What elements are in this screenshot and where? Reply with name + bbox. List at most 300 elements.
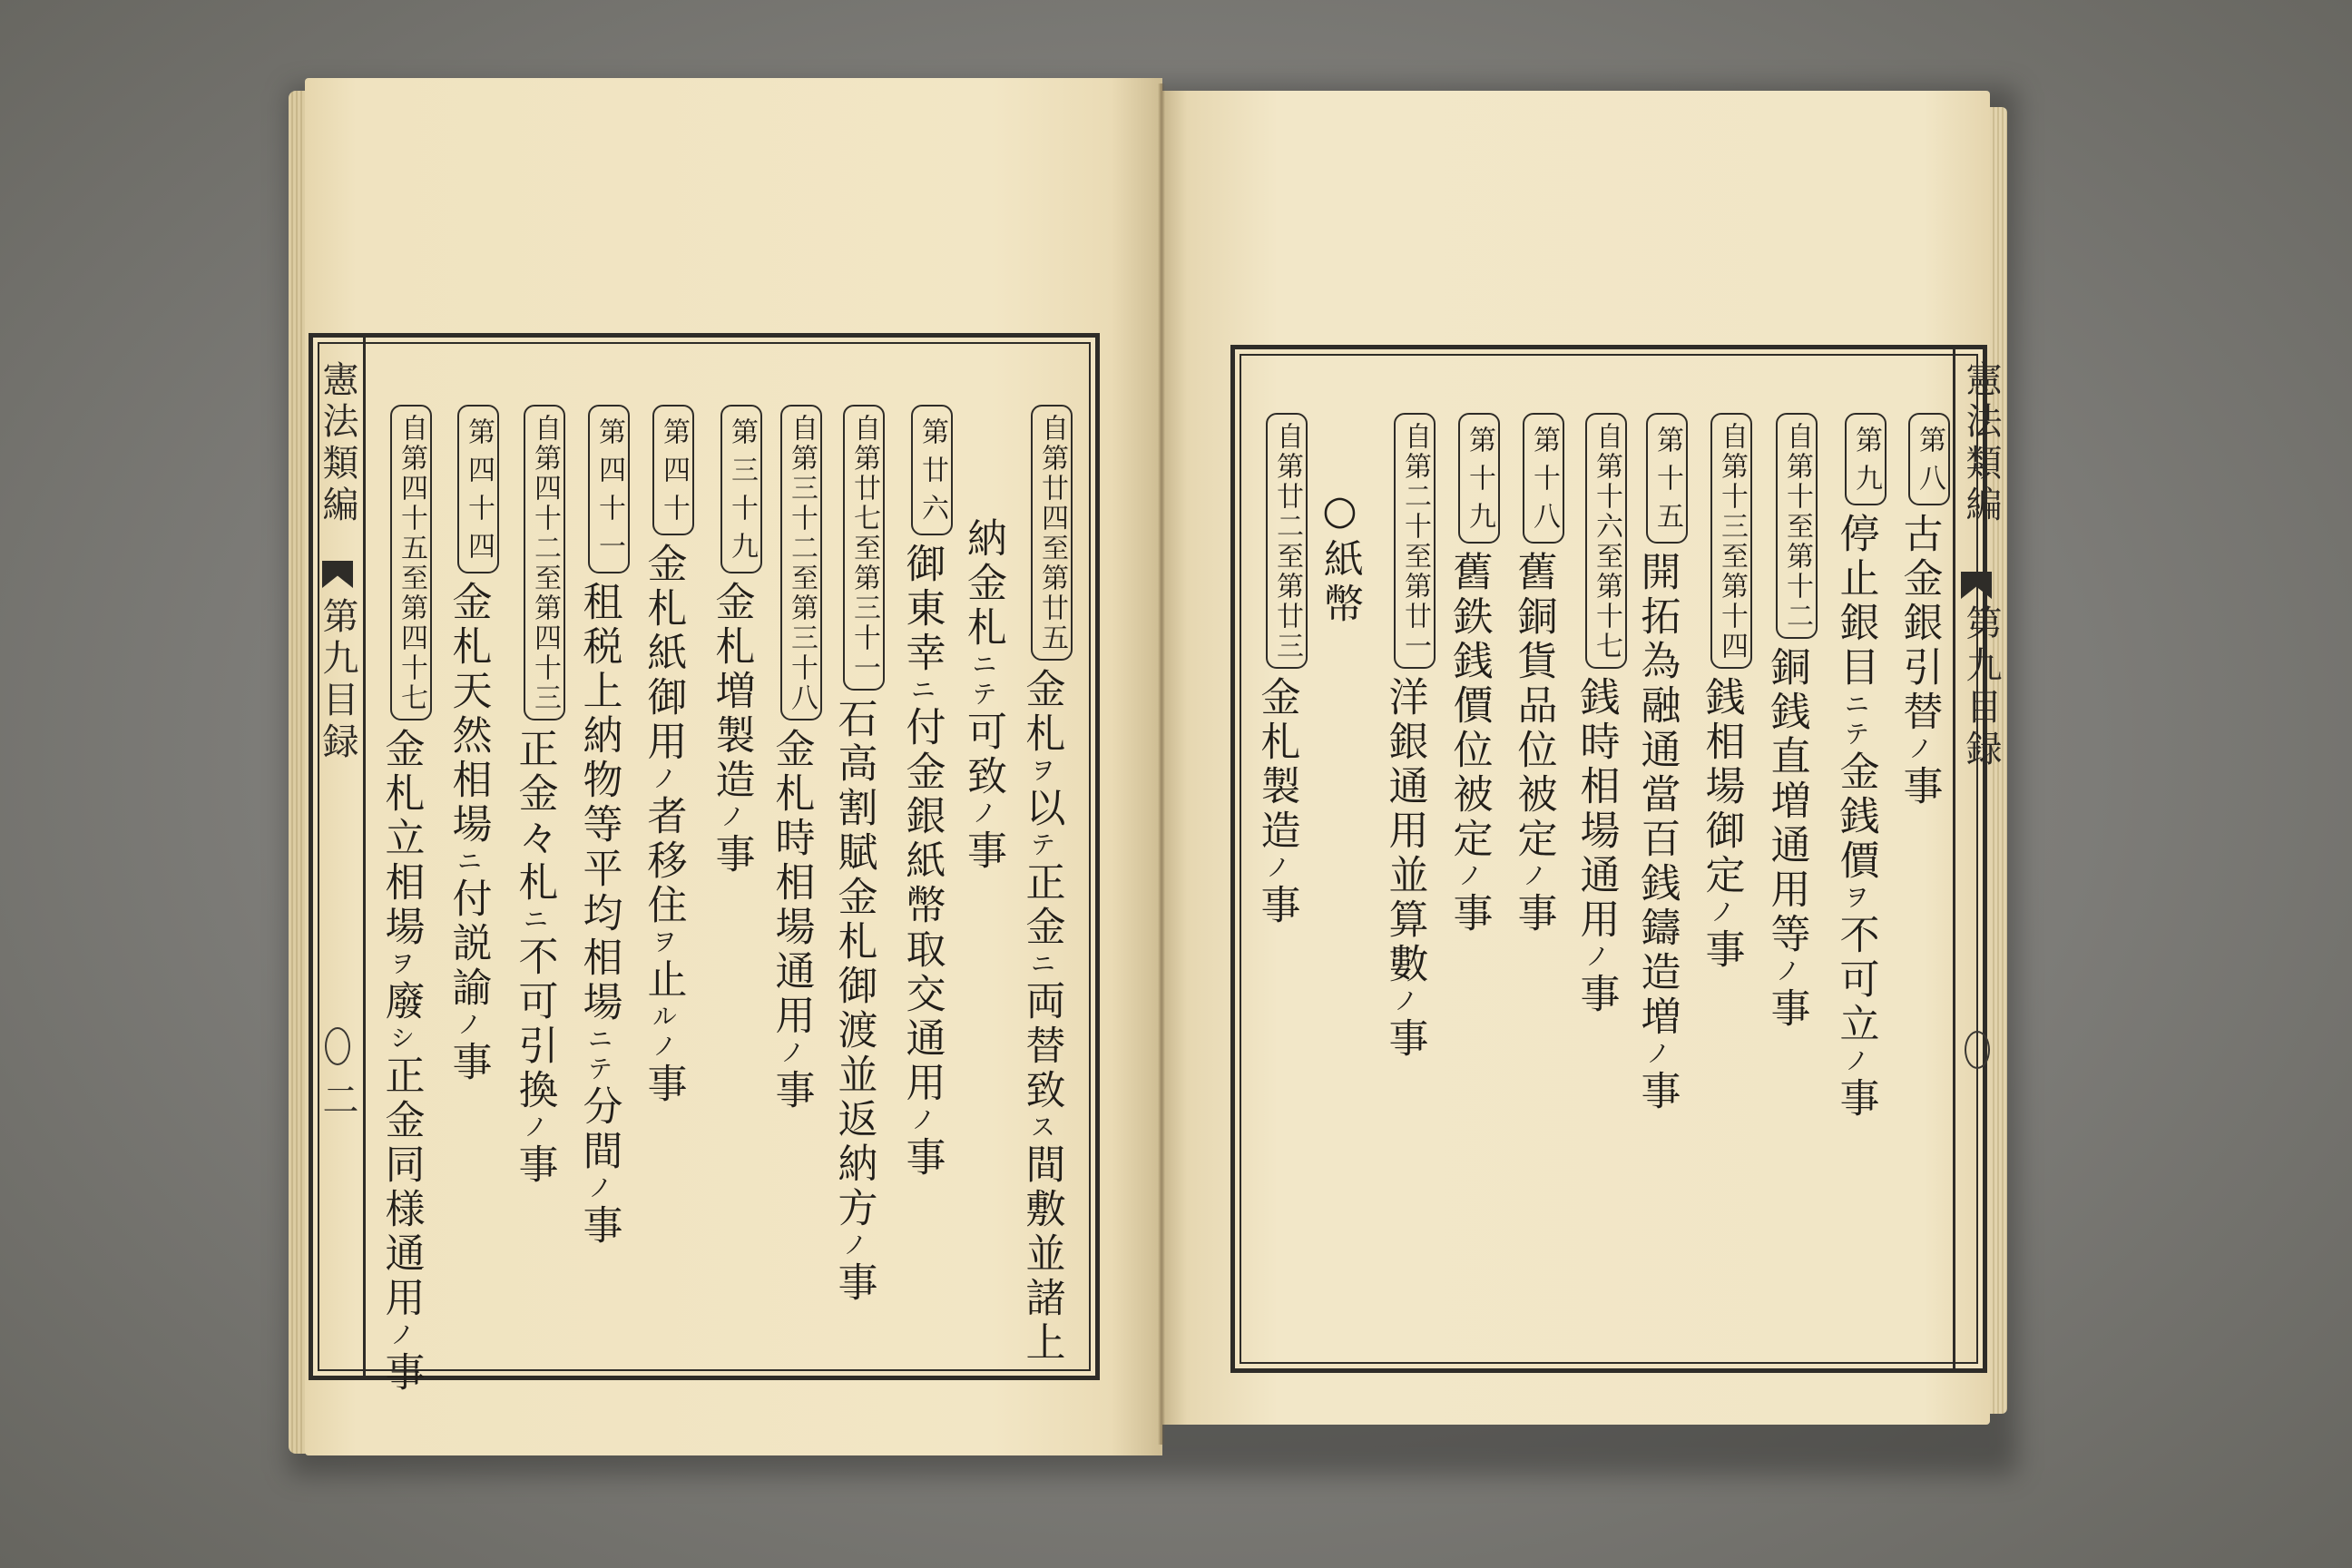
glyph: 銭 [1763, 691, 1810, 735]
okurigana-glyph: テ [1840, 720, 1871, 750]
glyph: 御 [640, 676, 687, 720]
toc-entry [893, 405, 953, 1181]
glyph: 方 [830, 1187, 877, 1231]
glyph: 洋 [1381, 676, 1428, 720]
entry-text [1699, 676, 1745, 973]
toc-entry [1827, 413, 1886, 1122]
glyph: 正 [511, 728, 558, 772]
page-number: 二 [317, 1081, 358, 1122]
glyph: 百 [1633, 818, 1681, 862]
toc-entry [1248, 413, 1308, 928]
glyph: 同 [377, 1143, 425, 1188]
article-label: 第四十一 [588, 405, 630, 573]
glyph: 金 [445, 581, 492, 625]
article-label: 第四十四 [457, 405, 499, 573]
glyph: 札 [511, 861, 558, 906]
glyph: 致 [1018, 1069, 1065, 1113]
glyph: 諸 [1018, 1277, 1065, 1321]
okurigana-glyph: ニ [968, 651, 998, 681]
article-range-label: 自第十至第十二 [1776, 413, 1818, 639]
glyph: 銭 [1573, 676, 1620, 720]
glyph: 造 [1633, 951, 1681, 995]
okurigana-glyph: ノ [386, 1321, 416, 1351]
right-margin-ring-mark [1965, 1031, 1990, 1069]
article-range-label: 自第二十至第廿一 [1394, 413, 1436, 669]
glyph: 増 [1633, 995, 1681, 1040]
toc-entry [1376, 413, 1436, 1062]
glyph: 事 [1698, 928, 1745, 973]
article-label: 第廿六 [911, 405, 953, 535]
okurigana-glyph: ヲ [648, 928, 679, 958]
glyph: 場 [1698, 765, 1745, 809]
okurigana-glyph: ス [1026, 1113, 1057, 1143]
glyph: 價 [1446, 684, 1493, 729]
glyph: 平 [575, 848, 622, 892]
glyph: 札 [768, 772, 815, 817]
glyph: 上 [575, 670, 622, 714]
okurigana-glyph: テ [583, 1055, 614, 1085]
article-range-label: 自第四十五至第四十七 [390, 405, 432, 720]
entry-text [1764, 646, 1810, 1032]
glyph: 目 [1832, 646, 1879, 691]
glyph: 貨 [1510, 640, 1557, 684]
glyph: 並 [1018, 1232, 1065, 1277]
toc-entry [1628, 413, 1688, 1114]
glyph: 金 [1018, 668, 1065, 712]
glyph: 事 [830, 1261, 877, 1306]
glyph: 場 [1573, 809, 1620, 854]
glyph: 鑄 [1633, 906, 1681, 951]
article-label: 第九 [1845, 413, 1886, 505]
glyph: 者 [640, 795, 687, 839]
glyph: 札 [1018, 712, 1065, 757]
glyph: 事 [445, 1041, 492, 1085]
glyph: 正 [377, 1054, 425, 1099]
glyph: 事 [1896, 765, 1943, 809]
glyph: 數 [1381, 943, 1428, 987]
article-label: 第十八 [1523, 413, 1564, 544]
glyph: 金 [898, 750, 946, 795]
glyph: 金 [960, 562, 1006, 606]
okurigana-glyph: ノ [519, 1113, 550, 1143]
glyph: 銀 [1832, 602, 1879, 646]
glyph: 金 [830, 876, 877, 920]
toc-entry [762, 405, 822, 1113]
glyph: 相 [1573, 765, 1620, 809]
glyph: 移 [640, 839, 687, 884]
glyph: 場 [445, 803, 492, 848]
glyph: 事 [1253, 884, 1300, 928]
glyph: 紙 [640, 632, 687, 676]
okurigana-glyph: ノ [1518, 862, 1549, 892]
glyph: 事 [1510, 892, 1557, 936]
article-range-label: 自第廿七至第三十一 [843, 405, 885, 691]
glyph: 東 [898, 587, 946, 632]
toc-entry [1440, 413, 1500, 936]
glyph: 製 [1253, 765, 1300, 809]
glyph: 古 [1896, 513, 1943, 557]
glyph: 金 [1018, 906, 1065, 950]
glyph: 住 [640, 884, 687, 928]
glyph: 割 [830, 787, 877, 831]
glyph: 両 [1018, 980, 1065, 1024]
glyph: 均 [575, 892, 622, 936]
glyph: 可 [960, 710, 1006, 755]
glyph: 位 [1446, 729, 1493, 773]
glyph: 用 [377, 1277, 425, 1321]
glyph: 並 [830, 1054, 877, 1098]
glyph: 不 [1832, 914, 1879, 958]
glyph: 等 [575, 803, 622, 848]
glyph: 換 [511, 1069, 558, 1113]
glyph: 御 [898, 543, 946, 587]
glyph: 石 [830, 698, 877, 742]
glyph: 通 [1633, 729, 1681, 773]
glyph: 造 [1253, 809, 1300, 854]
glyph: 増 [1763, 779, 1810, 824]
glyph: 金 [1832, 750, 1879, 795]
glyph: 相 [575, 936, 622, 981]
okurigana-glyph: ノ [1454, 862, 1485, 892]
glyph: 開 [1633, 551, 1681, 595]
glyph: 天 [445, 670, 492, 714]
okurigana-glyph: ニ [453, 848, 484, 877]
glyph: 可 [511, 980, 558, 1024]
toc-entry [372, 405, 432, 1396]
article-label: 第八 [1908, 413, 1950, 505]
glyph: 付 [445, 877, 492, 922]
toc-entry [1504, 413, 1564, 936]
glyph: 停 [1832, 513, 1879, 557]
glyph: 事 [1573, 973, 1620, 1017]
glyph: 定 [1698, 854, 1745, 898]
glyph: 説 [445, 922, 492, 966]
glyph: 舊 [1510, 551, 1557, 595]
glyph: 替 [1896, 691, 1943, 735]
article-label: 第十九 [1458, 413, 1500, 544]
glyph: 間 [575, 1130, 622, 1174]
okurigana-glyph: ヲ [386, 950, 416, 980]
glyph: 定 [1510, 818, 1557, 862]
okurigana-glyph: ノ [968, 799, 998, 829]
article-range-label: 自第廿二至第廿三 [1266, 413, 1308, 669]
glyph: 金 [377, 1099, 425, 1143]
toc-entry [505, 405, 565, 1188]
glyph: 拓 [1633, 595, 1681, 640]
glyph: 渡 [830, 1009, 877, 1054]
entry-text [1446, 551, 1493, 936]
toc-entry [634, 405, 694, 1107]
glyph: 用 [768, 995, 815, 1039]
left-margin-title: 憲法類編 [317, 360, 358, 527]
glyph: 事 [1633, 1070, 1681, 1114]
okurigana-glyph: ノ [1642, 1040, 1672, 1070]
toc-entry [825, 405, 885, 1306]
okurigana-glyph: ノ [648, 1033, 679, 1063]
glyph: 場 [575, 981, 622, 1025]
glyph: 金 [640, 543, 687, 587]
glyph: 以 [1018, 787, 1065, 831]
glyph: 舊 [1446, 551, 1493, 595]
entry-text [709, 581, 755, 877]
glyph: 銭 [1633, 862, 1681, 906]
book-gutter [1158, 83, 1165, 1445]
toc-entry [570, 405, 630, 1249]
glyph: 銀 [1896, 602, 1943, 646]
left-margin-divider [363, 333, 366, 1380]
glyph: 時 [1573, 720, 1620, 765]
okurigana-glyph: ノ [1904, 735, 1935, 765]
glyph: 事 [1381, 1017, 1428, 1062]
entry-text [378, 728, 425, 1396]
glyph: 札 [708, 625, 755, 670]
glyph: 金 [1253, 676, 1300, 720]
glyph: 事 [1446, 892, 1493, 936]
glyph: 可 [1832, 958, 1879, 1003]
glyph: 様 [377, 1188, 425, 1232]
glyph: 算 [1381, 898, 1428, 943]
glyph: 増 [708, 670, 755, 714]
toc-entry-continuation [953, 517, 1013, 874]
glyph: 札 [640, 587, 687, 632]
glyph: 製 [708, 714, 755, 759]
glyph: 金 [768, 728, 815, 772]
glyph: 融 [1633, 684, 1681, 729]
glyph: 用 [898, 1062, 946, 1106]
glyph: 札 [377, 772, 425, 817]
glyph: 札 [445, 625, 492, 670]
okurigana-glyph: ノ [1706, 898, 1737, 928]
left-margin-section: 第九目録 [317, 597, 358, 764]
left-page [305, 78, 1162, 1455]
glyph: 通 [1763, 824, 1810, 868]
glyph: 事 [511, 1143, 558, 1188]
right-margin-section: 第九目録 [1960, 604, 2002, 771]
glyph: 並 [1381, 854, 1428, 898]
okurigana-glyph: ニ [1026, 950, 1057, 980]
entry-text [446, 581, 492, 1085]
okurigana-glyph: ノ [716, 803, 747, 833]
article-label: 第三十九 [720, 405, 762, 573]
glyph: 相 [1698, 720, 1745, 765]
okurigana-glyph: ニ [1840, 691, 1871, 720]
entry-text [1511, 551, 1557, 936]
glyph: 租 [575, 581, 622, 625]
glyph: 物 [575, 759, 622, 803]
glyph: 為 [1633, 640, 1681, 684]
glyph: 銭 [1698, 676, 1745, 720]
glyph: 致 [960, 755, 1006, 799]
glyph: 幣 [898, 884, 946, 928]
glyph: 相 [768, 861, 815, 906]
okurigana-glyph: ノ [906, 1106, 937, 1136]
glyph: 金 [377, 728, 425, 772]
article-label: 第十五 [1646, 413, 1688, 544]
entry-text [1382, 676, 1428, 1062]
glyph: 品 [1510, 684, 1557, 729]
glyph: 止 [640, 958, 687, 1003]
glyph: 通 [377, 1232, 425, 1277]
glyph: 幸 [898, 632, 946, 676]
glyph: 然 [445, 714, 492, 759]
left-margin-ring-mark [325, 1027, 350, 1065]
glyph: 札 [1253, 720, 1300, 765]
okurigana-glyph: ニ [906, 676, 937, 706]
glyph: 價 [1832, 839, 1879, 884]
entry-text-continuation [960, 517, 1006, 874]
glyph: 々 [511, 817, 558, 861]
entry-text [899, 543, 946, 1181]
entry-text [1833, 513, 1879, 1122]
entry-text [1019, 668, 1065, 1366]
glyph: 定 [1446, 818, 1493, 862]
okurigana-glyph: ノ [1389, 987, 1420, 1017]
glyph: 事 [640, 1063, 687, 1107]
section-heading: ○紙幣 [1317, 487, 1363, 627]
glyph: 納 [960, 517, 1006, 562]
okurigana-glyph: ノ [453, 1011, 484, 1041]
glyph: 紙 [898, 839, 946, 884]
glyph: 御 [1698, 809, 1745, 854]
okurigana-glyph: ニ [583, 1025, 614, 1055]
okurigana-glyph: ニ [519, 906, 550, 936]
glyph: 交 [898, 973, 946, 1017]
toc-entry [1758, 413, 1818, 1032]
okurigana-glyph: ノ [648, 765, 679, 795]
glyph: 銭 [1832, 795, 1879, 839]
glyph: 相 [445, 759, 492, 803]
glyph: 銭 [1446, 640, 1493, 684]
glyph: 銀 [898, 795, 946, 839]
article-label: 第四十 [652, 405, 694, 535]
okurigana-glyph: ノ [1581, 943, 1612, 973]
glyph: 立 [377, 817, 425, 861]
glyph: 直 [1763, 735, 1810, 779]
glyph: 間 [1018, 1143, 1065, 1188]
glyph: 造 [708, 759, 755, 803]
glyph: 付 [898, 706, 946, 750]
glyph: 事 [898, 1136, 946, 1181]
entry-text [831, 698, 877, 1306]
glyph: 事 [377, 1351, 425, 1396]
toc-entry [439, 405, 499, 1085]
okurigana-glyph: ノ [1840, 1047, 1871, 1077]
glyph: 場 [377, 906, 425, 950]
glyph: 相 [377, 861, 425, 906]
glyph: 通 [1381, 765, 1428, 809]
entry-text [1896, 513, 1943, 809]
glyph: 被 [1510, 773, 1557, 818]
right-margin-title: 憲法類編 [1960, 360, 2002, 527]
glyph: 上 [1018, 1321, 1065, 1366]
glyph: 不 [511, 936, 558, 980]
entry-text [1634, 551, 1681, 1114]
glyph: 立 [1832, 1003, 1879, 1047]
glyph: 場 [768, 906, 815, 950]
glyph: 納 [830, 1142, 877, 1187]
glyph: 廢 [377, 980, 425, 1024]
right-page [1162, 91, 2002, 1425]
glyph: 事 [575, 1204, 622, 1249]
glyph: 敷 [1018, 1188, 1065, 1232]
article-range-label: 自第三十二至第三十八 [780, 405, 822, 720]
glyph: 等 [1763, 913, 1810, 957]
okurigana-glyph: ヲ [1840, 884, 1871, 914]
toc-entry [1013, 405, 1073, 1366]
glyph: 取 [898, 928, 946, 973]
toc-entry [702, 405, 762, 877]
glyph: 事 [708, 833, 755, 877]
entry-text [1573, 676, 1620, 1017]
glyph: 銅 [1510, 595, 1557, 640]
glyph: 被 [1446, 773, 1493, 818]
glyph: 通 [768, 950, 815, 995]
glyph: 用 [1573, 898, 1620, 943]
glyph: 事 [1832, 1077, 1879, 1122]
toc-entry [1890, 413, 1950, 809]
okurigana-glyph: ノ [583, 1174, 614, 1204]
entry-text [769, 728, 815, 1113]
article-range-label: 自第十六至第十七 [1585, 413, 1627, 669]
okurigana-glyph: シ [386, 1024, 416, 1054]
glyph: 引 [511, 1024, 558, 1069]
toc-entry [1692, 413, 1752, 973]
okurigana-glyph: ノ [776, 1039, 807, 1069]
entry-text [512, 728, 558, 1188]
glyph: 分 [575, 1085, 622, 1130]
glyph: 札 [960, 606, 1006, 651]
glyph: 金 [511, 772, 558, 817]
okurigana-glyph: テ [1026, 831, 1057, 861]
okurigana-glyph: ノ [1261, 854, 1292, 884]
entry-text [641, 543, 687, 1107]
glyph: 引 [1896, 646, 1943, 691]
glyph: 銀 [1381, 720, 1428, 765]
glyph: 用 [640, 720, 687, 765]
glyph: 高 [830, 742, 877, 787]
glyph: 事 [1763, 987, 1810, 1032]
glyph: 替 [1018, 1024, 1065, 1069]
article-range-label: 自第四十二至第四十三 [524, 405, 565, 720]
glyph: 税 [575, 625, 622, 670]
glyph: 諭 [445, 966, 492, 1011]
glyph: 止 [1832, 557, 1879, 602]
toc-entry [1567, 413, 1627, 1017]
glyph: 通 [898, 1017, 946, 1062]
glyph: 事 [768, 1069, 815, 1113]
glyph: 返 [830, 1098, 877, 1142]
okurigana-glyph: テ [968, 681, 998, 710]
glyph: 鉄 [1446, 595, 1493, 640]
glyph: 當 [1633, 773, 1681, 818]
glyph: 札 [830, 920, 877, 965]
glyph: 通 [1573, 854, 1620, 898]
glyph: 正 [1018, 861, 1065, 906]
article-range-label: 自第十三至第十四 [1710, 413, 1752, 669]
glyph: 金 [1896, 557, 1943, 602]
article-range-label: 自第廿四至第廿五 [1031, 405, 1073, 661]
glyph: 納 [575, 714, 622, 759]
glyph: 事 [960, 829, 1006, 874]
entry-text [1254, 676, 1300, 928]
glyph: 用 [1381, 809, 1428, 854]
glyph: 金 [708, 581, 755, 625]
glyph: 時 [768, 817, 815, 861]
glyph: 銅 [1763, 646, 1810, 691]
glyph: 御 [830, 965, 877, 1009]
okurigana-glyph: ノ [838, 1231, 869, 1261]
glyph: 賦 [830, 831, 877, 876]
